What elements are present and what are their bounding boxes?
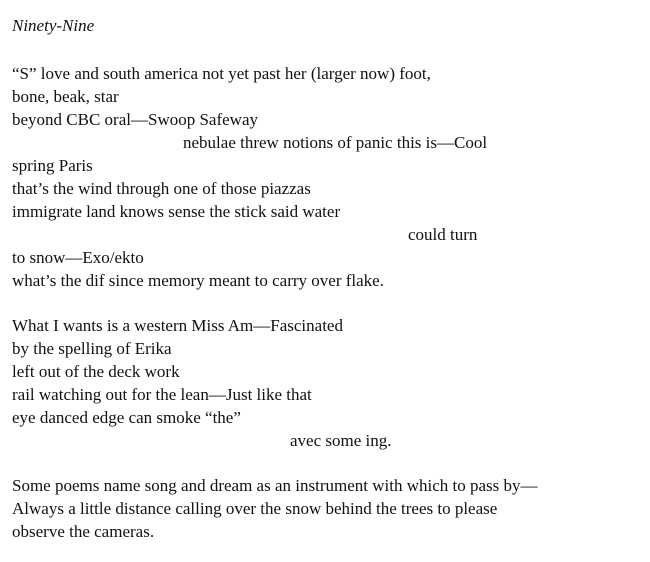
poem-line: nebulae threw notions of panic this is—Cool xyxy=(183,133,488,152)
poem-line: Always a little distance calling over the snow behind the trees to please xyxy=(12,499,498,518)
poem-line: bone, beak, star xyxy=(12,87,119,106)
poem-line: “S” love and south america not yet past her (larger now) foot, xyxy=(12,64,431,83)
poem-line: that’s the wind through one of those piazzas xyxy=(12,179,311,198)
poem-line: What I wants is a western Miss Am—Fascinated xyxy=(12,316,343,335)
poem-line: eye danced edge can smoke “the” xyxy=(12,408,241,427)
poem-line: left out of the deck work xyxy=(12,362,180,381)
poem-line: beyond CBC oral—Swoop Safeway xyxy=(12,110,259,129)
poem-line: avec some ing. xyxy=(290,431,392,450)
poem-line: observe the cameras. xyxy=(12,522,155,541)
poem-title: Ninety-Nine xyxy=(12,16,95,35)
poem-line: immigrate land knows sense the stick said water xyxy=(12,202,341,221)
poem-line: could turn xyxy=(408,225,478,244)
poem-line: Some poems name song and dream as an instrument with which to pass by— xyxy=(12,476,538,495)
poem-line: to snow—Exo/ekto xyxy=(12,248,144,267)
poem-line: by the spelling of Erika xyxy=(12,339,172,358)
poem-line: spring Paris xyxy=(12,156,93,175)
poem-line: what’s the dif since memory meant to carry over flake. xyxy=(12,271,384,290)
poem-line: rail watching out for the lean—Just like that xyxy=(12,385,312,404)
